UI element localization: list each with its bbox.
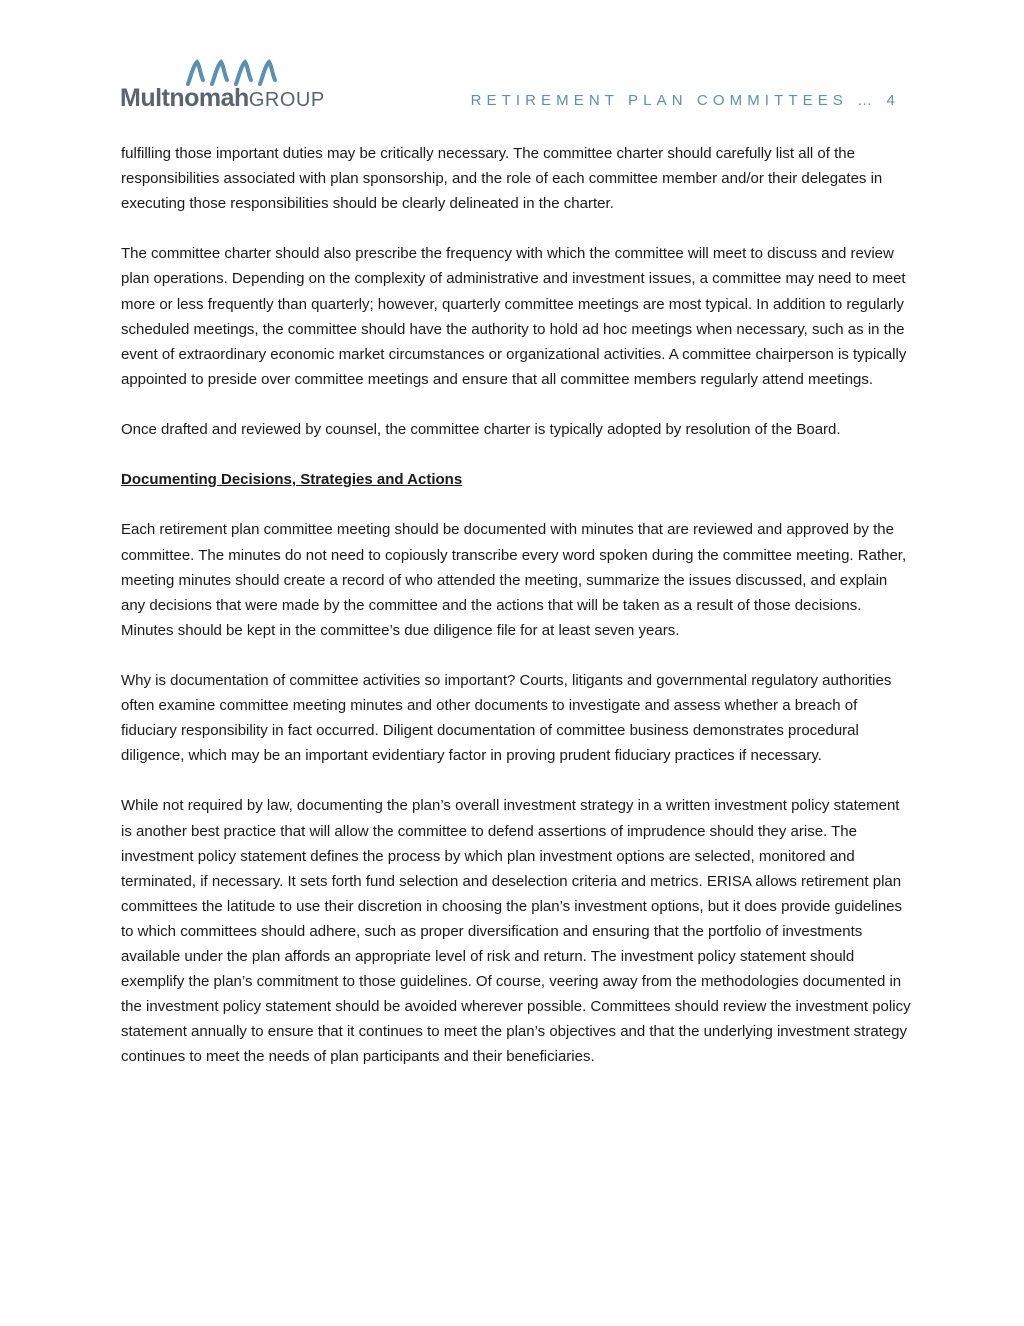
paragraph: Why is documentation of committee activities so important? Courts, litigants and governmental regulatory authorities often examine committee meeting minutes and other documents to investigate and assess whether a breach of fiduciary responsibility in fact occurred. Diligent documentation of committee business demonstrates procedural diligence, which may be an important evidentiary factor in proving prudent fiduciary practices if necessary. bbox=[121, 671, 892, 765]
paragraph: fulfilling those important duties may be critically necessary. The committee charter should carefully list all of the responsibilities associated with plan sponsorship, and the role of each committee member and/or their delegates in executing those responsibilities should be clearly delineated in the charter. bbox=[121, 145, 883, 213]
running-header: RETIREMENT PLAN COMMITTEES … 4 bbox=[470, 92, 900, 109]
wave-mark-icon bbox=[182, 58, 282, 86]
paragraph: Each retirement plan committee meeting should be documented with minutes that are reviewed and approved by the committee. The minutes do not need to copiously transcribe every word spoken during the committee meeting. Rather, meeting minutes should create a record of who attended the meeting, summarize the issues discussed, and explain any decisions that were made by the committee and the actions that will be taken as a result of those decisions. Minutes should be kept in the committee’s due diligence file for at least seven years. bbox=[121, 521, 907, 639]
body-text bbox=[121, 141, 911, 1095]
company-logo bbox=[120, 58, 360, 114]
logo-wordmark-main: Multnomah bbox=[120, 84, 249, 112]
logo-wordmark bbox=[120, 84, 325, 113]
paragraph: The committee charter should also prescribe the frequency with which the committee will meet to discuss and review plan operations. Depending on the complexity of administrative and investment issues, a committee may need to meet more or less frequently than quarterly; however, quarterly committee meetings are most typical. In addition to regularly scheduled meetings, the committee should have the authority to hold ad hoc meetings when necessary, such as in the event of extraordinary economic market circumstances or organizational activities. A committee chairperson is typically appointed to preside over committee meetings and ensure that all committee members regularly attend meetings. bbox=[121, 245, 907, 388]
section-heading: Documenting Decisions, Strategies and Actions bbox=[121, 471, 463, 489]
paragraph: Once drafted and reviewed by counsel, the committee charter is typically adopted by resolution of the Board. bbox=[121, 421, 841, 439]
logo-wordmark-sub: GROUP bbox=[248, 89, 325, 111]
paragraph: While not required by law, documenting the plan’s overall investment strategy in a written investment policy statement is another best practice that will allow the committee to defend assertions of imprudence should they arise. The investment policy statement defines the process by which plan investment options are selected, monitored and terminated, if necessary. It sets forth fund selection and deselection criteria and metrics. ERISA allows retirement plan committees the latitude to use their discretion in choosing the plan’s investment options, but it does provide guidelines to which committees should adhere, such as proper diversification and ensuring that the portfolio of investments available under the plan affords an appropriate level of risk and return. The investment policy statement should exemplify the plan’s commitment to those guidelines. Of course, veering away from the methodologies documented in the investment policy statement should be avoided wherever possible. Committees should review the investment policy statement annually to ensure that it continues to meet the plan’s objectives and that the underlying investment strategy continues to meet the needs of plan participants and their beneficiaries. bbox=[121, 797, 911, 1066]
